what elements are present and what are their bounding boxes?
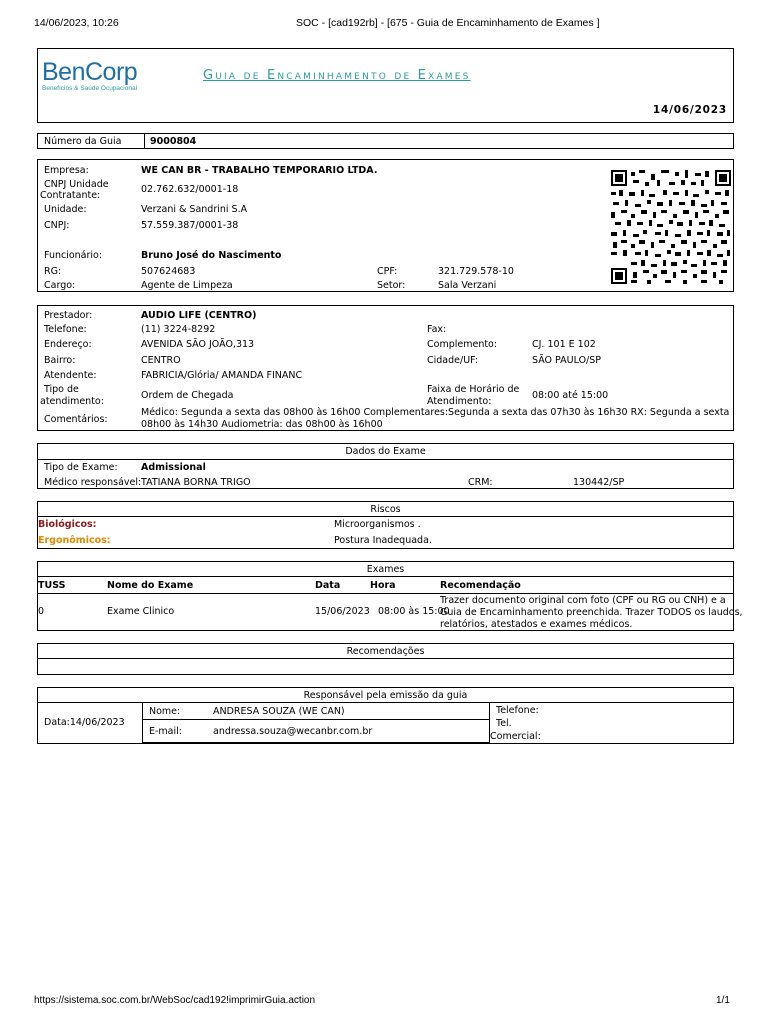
comentarios-line-1: Médico: Segunda a sexta das 08h00 às 16h00 Complementares:Segunda a sexta das 07h30 às 16h30 RX: Segunda a sexta [141, 407, 730, 418]
faixa-horario-label: Faixa de Horário de [427, 384, 520, 395]
col-data: Data [315, 580, 341, 591]
cargo-label: Cargo: [44, 280, 76, 291]
empresa-value: WE CAN BR - TRABALHO TEMPORARIO LTDA. [141, 165, 378, 176]
crm-label: CRM: [468, 477, 493, 488]
print-page-number: 1/1 [716, 995, 730, 1006]
dados-exame-header: Dados do Exame [345, 446, 426, 457]
faixa-horario-label-2: Atendimento: [427, 396, 492, 407]
tipo-atendimento-value: Ordem de Chegada [141, 390, 234, 401]
complemento-value: CJ. 101 E 102 [532, 339, 596, 350]
endereco-value: AVENIDA SÃO JOÃO,313 [141, 339, 255, 350]
complemento-label: Complemento: [427, 339, 498, 350]
guia-label: Número da Guia [44, 136, 122, 147]
logo-tagline: Benefícios & Saúde Ocupacional [42, 85, 138, 92]
tipo-atendimento-label-2: atendimento: [40, 396, 104, 407]
risco-ergonomico-value: Postura Inadequada. [334, 535, 432, 546]
tipo-exame-label: Tipo de Exame: [44, 462, 118, 473]
rg-label: RG: [44, 266, 62, 277]
print-datetime: 14/06/2023, 10:26 [34, 17, 119, 29]
faixa-horario-value: 08:00 até 15:00 [532, 390, 609, 401]
cnpj-label: CNPJ: [44, 220, 70, 231]
logo [42, 58, 137, 87]
responsavel-tel-comercial-label-2: Comercial: [490, 731, 541, 742]
document-title: Guia de Encaminhamento de Exames [203, 68, 471, 83]
riscos-section [37, 501, 734, 549]
col-nome-exame: Nome do Exame [107, 580, 194, 591]
comentarios-line-2: 08h00 às 14h30 Audiometria: das 08h00 às 16h00 [141, 419, 383, 430]
crm-value: 130442/SP [573, 477, 625, 488]
document-date: 14/06/2023 [652, 104, 727, 116]
telefone-value: (11) 3224-8292 [141, 324, 216, 335]
tipo-atendimento-label: Tipo de [44, 384, 79, 395]
responsavel-tel-comercial-label: Tel. [496, 718, 512, 729]
responsavel-section [37, 687, 734, 744]
exame-recomendacao-2: Guia de Encaminhamento preenchida. Trazer TODOS os laudos, [440, 607, 743, 618]
bairro-value: CENTRO [141, 355, 181, 366]
responsavel-contact-box [142, 702, 490, 743]
exames-section [37, 561, 743, 631]
exame-recomendacao-3: relatórios, atestados e exames médicos. [440, 619, 633, 630]
atendente-label: Atendente: [44, 370, 97, 381]
prestador-label: Prestador: [44, 310, 93, 321]
risco-ergonomico-label: Ergonômicos: [38, 535, 111, 546]
telefone-label: Telefone: [44, 324, 87, 335]
exame-recomendacao-1: Trazer documento original com foto (CPF ou RG ou CNH) e a [440, 595, 726, 606]
qr-code [611, 170, 731, 284]
exame-tuss: 0 [38, 606, 45, 617]
cidade-label: Cidade/UF: [427, 355, 479, 366]
exame-hora: 08:00 às 15:00 [378, 606, 450, 617]
responsavel-header: Responsável pela emissão da guia [303, 690, 468, 701]
cnpj-unidade-value: 02.762.632/0001-18 [141, 184, 239, 195]
document-header [37, 48, 734, 123]
prestador-section [37, 305, 734, 431]
cidade-value: SÃO PAULO/SP [532, 355, 602, 366]
responsavel-email-value: andressa.souza@wecanbr.com.br [213, 726, 373, 737]
exame-data: 15/06/2023 [315, 606, 370, 617]
col-hora: Hora [370, 580, 396, 591]
print-title: SOC - [cad192rb] - [675 - Guia de Encaminhamento de Exames ] [296, 17, 600, 29]
exames-header: Exames [366, 564, 405, 575]
risco-biologico-label: Biológicos: [38, 519, 97, 530]
risco-biologico-value: Microorganismos . [334, 519, 421, 530]
medico-value: TATIANA BORNA TRIGO [141, 477, 251, 488]
contratante-label: Contratante: [40, 190, 101, 201]
col-recomendacao: Recomendação [440, 580, 521, 591]
responsavel-email-label: E-mail: [149, 726, 182, 737]
endereco-label: Endereço: [44, 339, 92, 350]
setor-value: Sala Verzani [438, 280, 497, 291]
responsavel-nome-value: ANDRESA SOUZA (WE CAN) [213, 706, 345, 717]
guia-number-row [37, 133, 734, 149]
cpf-value: 321.729.578-10 [438, 266, 514, 277]
prestador-value: AUDIO LIFE (CENTRO) [141, 310, 257, 321]
fax-label: Fax: [427, 324, 447, 335]
cargo-value: Agente de Limpeza [141, 280, 233, 291]
medico-label: Médico responsável: [44, 477, 142, 488]
unidade-label: Unidade: [44, 204, 87, 215]
funcionario-label: Funcionário: [44, 250, 103, 261]
unidade-value: Verzani & Sandrini S.A [141, 204, 248, 215]
riscos-header: Riscos [370, 504, 401, 515]
cpf-label: CPF: [377, 266, 398, 277]
comentarios-label: Comentários: [44, 414, 108, 425]
cnpj-unidade-label: CNPJ Unidade [44, 179, 109, 190]
responsavel-nome-label: Nome: [149, 706, 181, 717]
tipo-exame-value: Admissional [141, 462, 206, 473]
atendente-value: FABRICIA/Glória/ AMANDA FINANC [141, 370, 303, 381]
empresa-label: Empresa: [44, 165, 89, 176]
cnpj-value: 57.559.387/0001-38 [141, 220, 239, 231]
setor-label: Setor: [377, 280, 406, 291]
bairro-label: Bairro: [44, 355, 76, 366]
logo-text: BenCorp [42, 58, 138, 86]
dados-exame-section [37, 443, 734, 489]
exame-nome: Exame Clinico [107, 606, 175, 617]
empresa-section [37, 159, 734, 292]
funcionario-value: Bruno José do Nascimento [141, 250, 282, 261]
rg-value: 507624683 [141, 266, 196, 277]
responsavel-data: Data:14/06/2023 [44, 717, 125, 728]
recomendacoes-header: Recomendações [346, 646, 425, 657]
print-url: https://sistema.soc.com.br/WebSoc/cad192!imprimirGuia.action [34, 995, 316, 1006]
responsavel-telefone-label: Telefone: [496, 705, 539, 716]
col-tuss: TUSS [38, 580, 66, 591]
recomendacoes-section [37, 643, 734, 675]
guia-number: 9000804 [150, 136, 197, 147]
